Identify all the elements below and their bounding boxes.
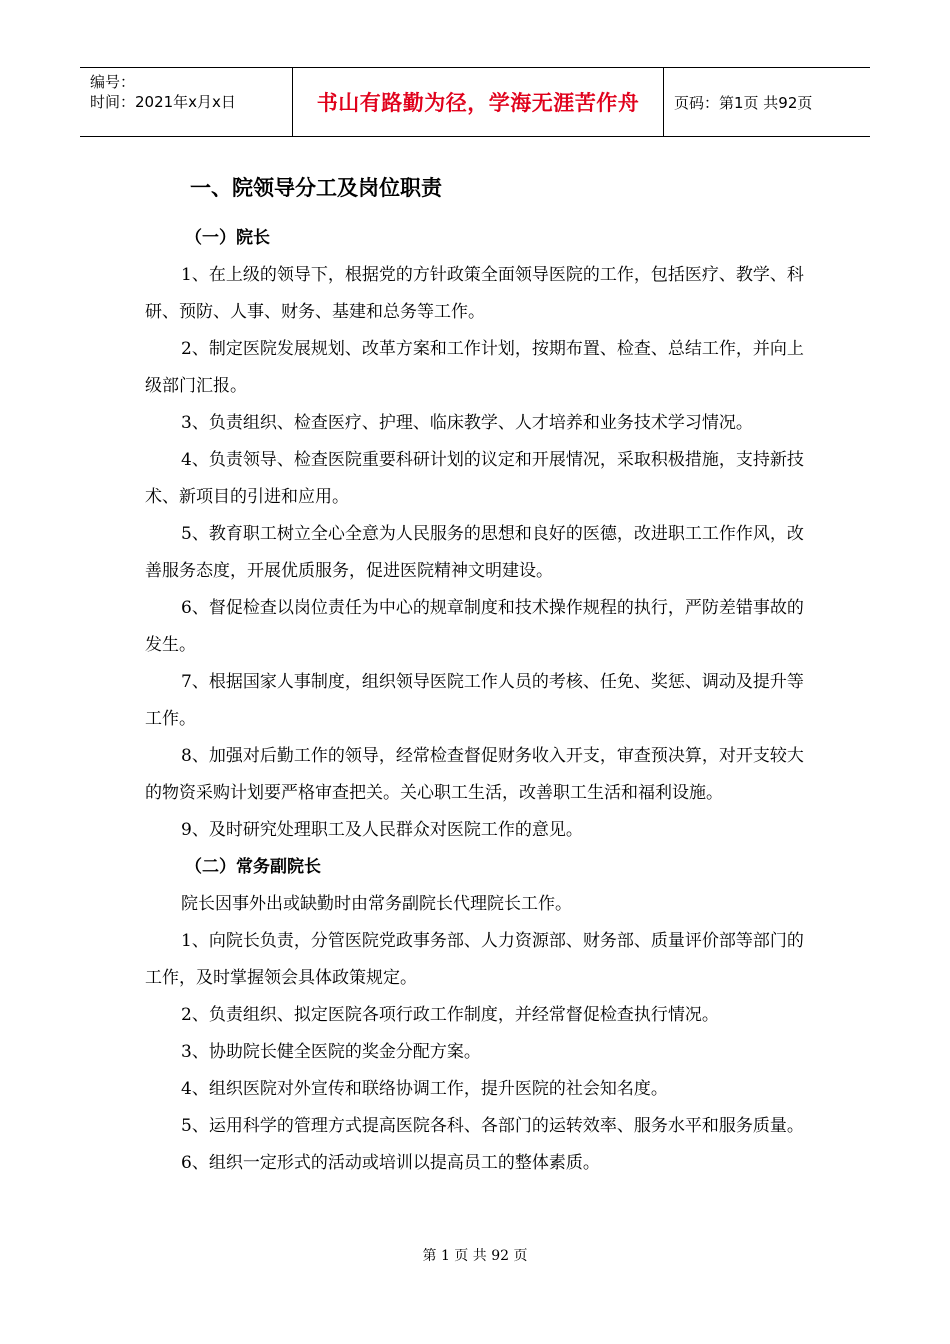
section-title: 一、院领导分工及岗位职责 [190,176,442,200]
paragraph: 7、根据国家人事制度，组织领导医院工作人员的考核、任免、奖惩、调动及提升等工作。 [145,672,804,729]
paragraph: 2、负责组织、拟定医院各项行政工作制度，并经常督促检查执行情况。 [181,1005,719,1025]
time-label: 时间：2021年x月x日 [90,93,236,111]
paragraph: 6、督促检查以岗位责任为中心的规章制度和技术操作规程的执行，严防差错事故的发生。 [145,598,804,655]
paragraph: 1、在上级的领导下，根据党的方针政策全面领导医院的工作，包括医疗、教学、科研、预防、人事、财务、基建和总务等工作。 [145,265,804,322]
paragraph: 5、教育职工树立全心全意为人民服务的思想和良好的医德，改进职工工作作风，改善服务态度，开展优质服务，促进医院精神文明建设。 [145,524,804,581]
header-page-info: 页码：第1页 共92页 [674,93,813,112]
subsection-title-vice-president: （二）常务副院长 [185,857,321,877]
paragraph: 3、协助院长健全医院的奖金分配方案。 [181,1042,481,1062]
paragraph: 1、向院长负责，分管医院党政事务部、人力资源部、财务部、质量评价部等部门的工作，及时掌握领会具体政策规定。 [145,931,804,988]
paragraph: 5、运用科学的管理方式提高医院各科、各部门的运转效率、服务水平和服务质量。 [181,1116,804,1136]
number-label: 编号： [90,73,136,91]
header-motto: 书山有路勤为径，学海无涯苦作舟 [293,68,664,136]
header-meta [80,68,293,136]
document-body [145,220,815,1182]
paragraph: 4、组织医院对外宣传和联络协调工作，提升医院的社会知名度。 [181,1079,668,1099]
paragraph: 2、制定医院发展规划、改革方案和工作计划，按期布置、检查、总结工作，并向上级部门汇报。 [145,339,804,396]
paragraph: 4、负责领导、检查医院重要科研计划的议定和开展情况，采取积极措施，支持新技术、新项目的引进和应用。 [145,450,804,507]
paragraph: 3、负责组织、检查医疗、护理、临床教学、人才培养和业务技术学习情况。 [181,413,753,433]
paragraph: 6、组织一定形式的活动或培训以提高员工的整体素质。 [181,1153,600,1173]
page-footer: 第 1 页 共 92 页 [422,1248,528,1264]
paragraph: 院长因事外出或缺勤时由常务副院长代理院长工作。 [181,894,572,914]
page-header [80,67,870,137]
paragraph: 8、加强对后勤工作的领导，经常检查督促财务收入开支，审查预决算，对开支较大的物资采购计划要严格审查把关。关心职工生活，改善职工生活和福利设施。 [145,746,804,803]
subsection-title-president: （一）院长 [185,228,270,248]
paragraph: 9、及时研究处理职工及人民群众对医院工作的意见。 [181,820,583,840]
